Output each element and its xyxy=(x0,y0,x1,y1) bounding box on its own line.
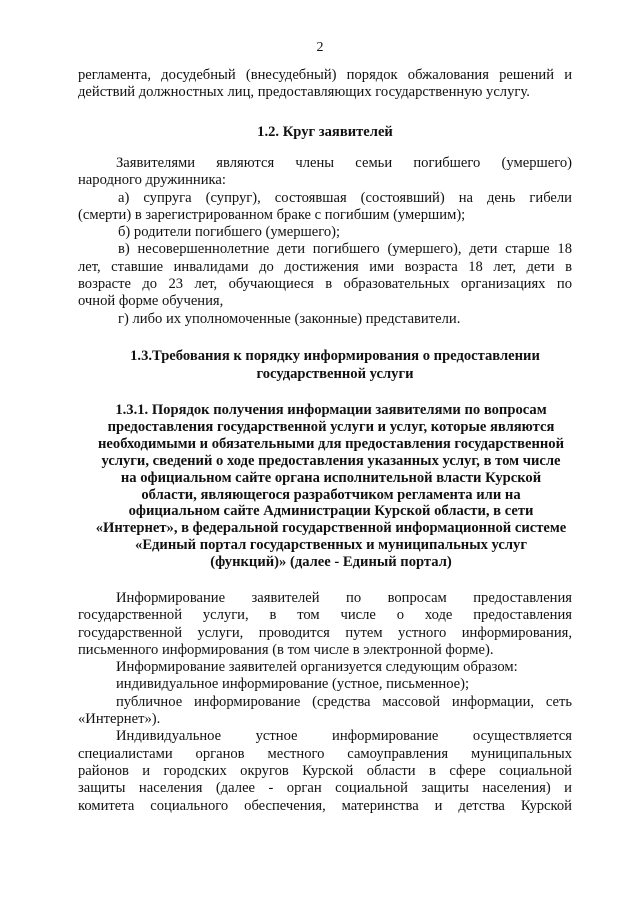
text-line: государственной услуги, в том числе о ходе предоставления xyxy=(78,607,572,624)
text-line: Информирование заявителей по вопросам предоставления xyxy=(116,590,572,606)
list-item-g: г) либо их уполномоченные (законные) представители. xyxy=(118,310,461,327)
text-line: публичное информирование (средства массовой информации, сеть xyxy=(116,693,572,710)
list-item-v: в) несовершеннолетние дети погибшего (умершего), дети старше 18 xyxy=(118,241,572,258)
section-1-2-body xyxy=(78,155,572,328)
text-line: комитета социального обеспечения, материнства и детства Курской xyxy=(78,797,572,814)
text-line: очной форме обучения, xyxy=(78,293,224,310)
text-line: индивидуальное информирование (устное, письменное); xyxy=(116,676,470,693)
text-line: (смерти) в зарегистрированном браке с погибшим (умершим); xyxy=(78,206,466,223)
section-1-3-1-heading xyxy=(90,402,572,571)
heading-line: «Интернет», в федеральной государственной информационной системе xyxy=(95,520,567,537)
heading-line: «Единый портал государственных и муниципальных услуг xyxy=(135,537,527,554)
text-line: районов и городских округов Курской области в сфере социальной xyxy=(78,762,572,779)
text-line: «Интернет»). xyxy=(78,711,161,728)
heading-line: официальном сайте Администрации Курской области, в сети xyxy=(128,503,534,520)
list-item-a: а) супруга (супруг), состоявшая (состоявший) на день гибели xyxy=(118,189,572,206)
text-line: народного дружинника: xyxy=(78,172,226,189)
section-1-3-1-body xyxy=(78,590,572,815)
page-number: 2 xyxy=(316,40,324,55)
heading-line: на официальном сайте органа исполнительной власти Курской xyxy=(120,469,542,486)
heading-line: (функций)» (далее - Единый портал) xyxy=(210,554,452,571)
text-line: государственной услуги, проводится путем устного информирования, xyxy=(78,624,572,641)
heading-line: предоставления государственной услуги и услуг, которые являются xyxy=(107,418,555,435)
text-line: регламента, досудебный (внесудебный) порядок обжалования решений и xyxy=(78,67,572,83)
heading-line: услуги, сведений о ходе предоставления указанных услуг, в том числе xyxy=(101,452,561,469)
text-line: возрасте до 23 лет, обучающиеся в образовательных организациях по xyxy=(78,276,572,293)
heading-line: 1.3.1. Порядок получения информации заявителями по вопросам xyxy=(115,402,547,418)
text-line: лет, ставшие инвалидами до достижения ими возраста 18 лет, дети в xyxy=(78,258,572,275)
section-1-3-heading xyxy=(100,348,570,383)
intro-paragraph xyxy=(78,67,572,102)
section-1-2-heading: 1.2. Круг заявителей xyxy=(257,124,393,140)
text-line: специалистами органов местного самоуправления муниципальных xyxy=(78,745,572,762)
text-line: письменного информирования (в том числе в электронной форме). xyxy=(78,641,494,658)
text-line: Информирование заявителей организуется следующим образом: xyxy=(116,659,518,676)
heading-line: государственной услуги xyxy=(256,365,414,382)
heading-line: необходимыми и обязательными для предоставления государственной xyxy=(98,435,564,452)
text-line: Индивидуальное устное информирование осуществляется xyxy=(116,728,572,745)
text-line: действий должностных лиц, предоставляющих государственную услугу. xyxy=(78,84,530,101)
heading-line: 1.3.Требования к порядку информирования о предоставлении xyxy=(130,348,540,364)
list-item-b: б) родители погибшего (умершего); xyxy=(118,224,341,241)
heading-line: области, являющегося разработчиком регламента или на xyxy=(141,486,521,503)
text-line: Заявителями являются члены семьи погибшего (умершего) xyxy=(116,155,572,171)
text-line: защиты населения (далее - орган социальной защиты населения) и xyxy=(78,780,572,797)
